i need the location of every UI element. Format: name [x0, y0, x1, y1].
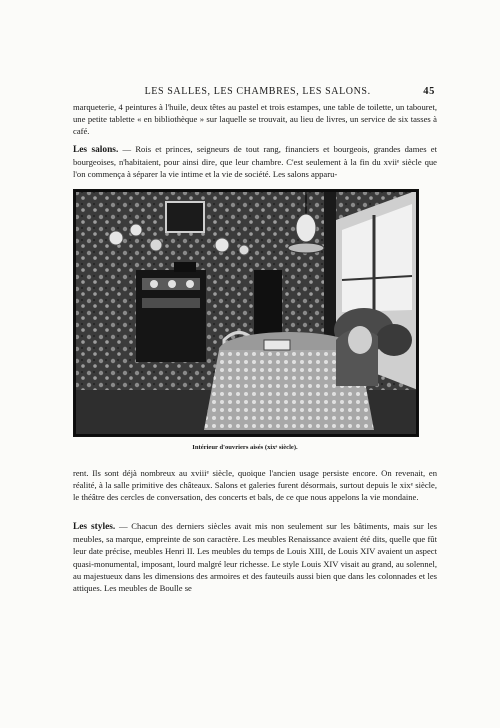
section-heading-styles: Les styles. [73, 522, 116, 532]
paragraph-styles [73, 520, 437, 594]
interior-photograph [74, 190, 418, 436]
paragraph-salons-continued: rent. Ils sont déjà nombreux au xviiiᵉ siècle, quoique l'ancien usage persiste encore. On revenait, en réalité, à la salle primitive des châteaux. Salons et galeries furent désormais, surtout depuis le xixᵉ siècle, le théâtre des cercles de conversation, des concerts et bals, de ce que nous appelons la vie mondaine. [73, 468, 437, 503]
page-header [72, 86, 435, 97]
paragraph-styles-body: — Chacun des derniers siècles avait mis non seulement sur les bâtiments, mais sur les meubles, sa marque, empreinte de son caractère. Les meubles Renaissance avaient été dits, quelle que fût leur date précise, meubles Henri II. Les meubles du temps de Louis XIII, de Louis XIV avaient un aspect quasi-monumental, imposant, lourd malgré leur richesse. Le style Louis XIV visait au grand, au solennel, au majestueux dans les dimensions des armoires et des fauteuils aussi bien que dans les colonnades et les attiques. Les meubles de Boulle se [73, 521, 437, 594]
illustration-workers-interior [73, 189, 419, 437]
figure-caption: Intérieur d'ouvriers aisés (xixᵉ siècle). [192, 444, 298, 451]
paragraph-intro: marqueterie, 4 peintures à l'huile, deux têtes au pastel et trois estampes, une table de toilette, un tabouret, une petite tablette « en bibliothèque » sur laquelle se trouvait, au lieu de livres, un service de six tasses à café. [73, 102, 437, 137]
paragraph-salons-body: — Rois et princes, seigneurs de tout rang, financiers et bourgeois, grandes dames et bourgeoises, n'habitaient, pour ainsi dire, que leur chambre. C'est seulement à la fin du xviiᵉ siècle que l'on commença à séparer la vie intime et la vie de société. Les salons apparu- [73, 144, 437, 180]
running-title: LES SALLES, LES CHAMBRES, LES SALONS. [144, 86, 371, 97]
framed-picture [166, 202, 204, 232]
page-number: 45 [423, 86, 435, 97]
hanging-lamp [296, 214, 316, 242]
section-heading-salons: Les salons. [73, 145, 119, 155]
seated-figure [348, 326, 372, 354]
paragraph-salons [73, 143, 437, 181]
